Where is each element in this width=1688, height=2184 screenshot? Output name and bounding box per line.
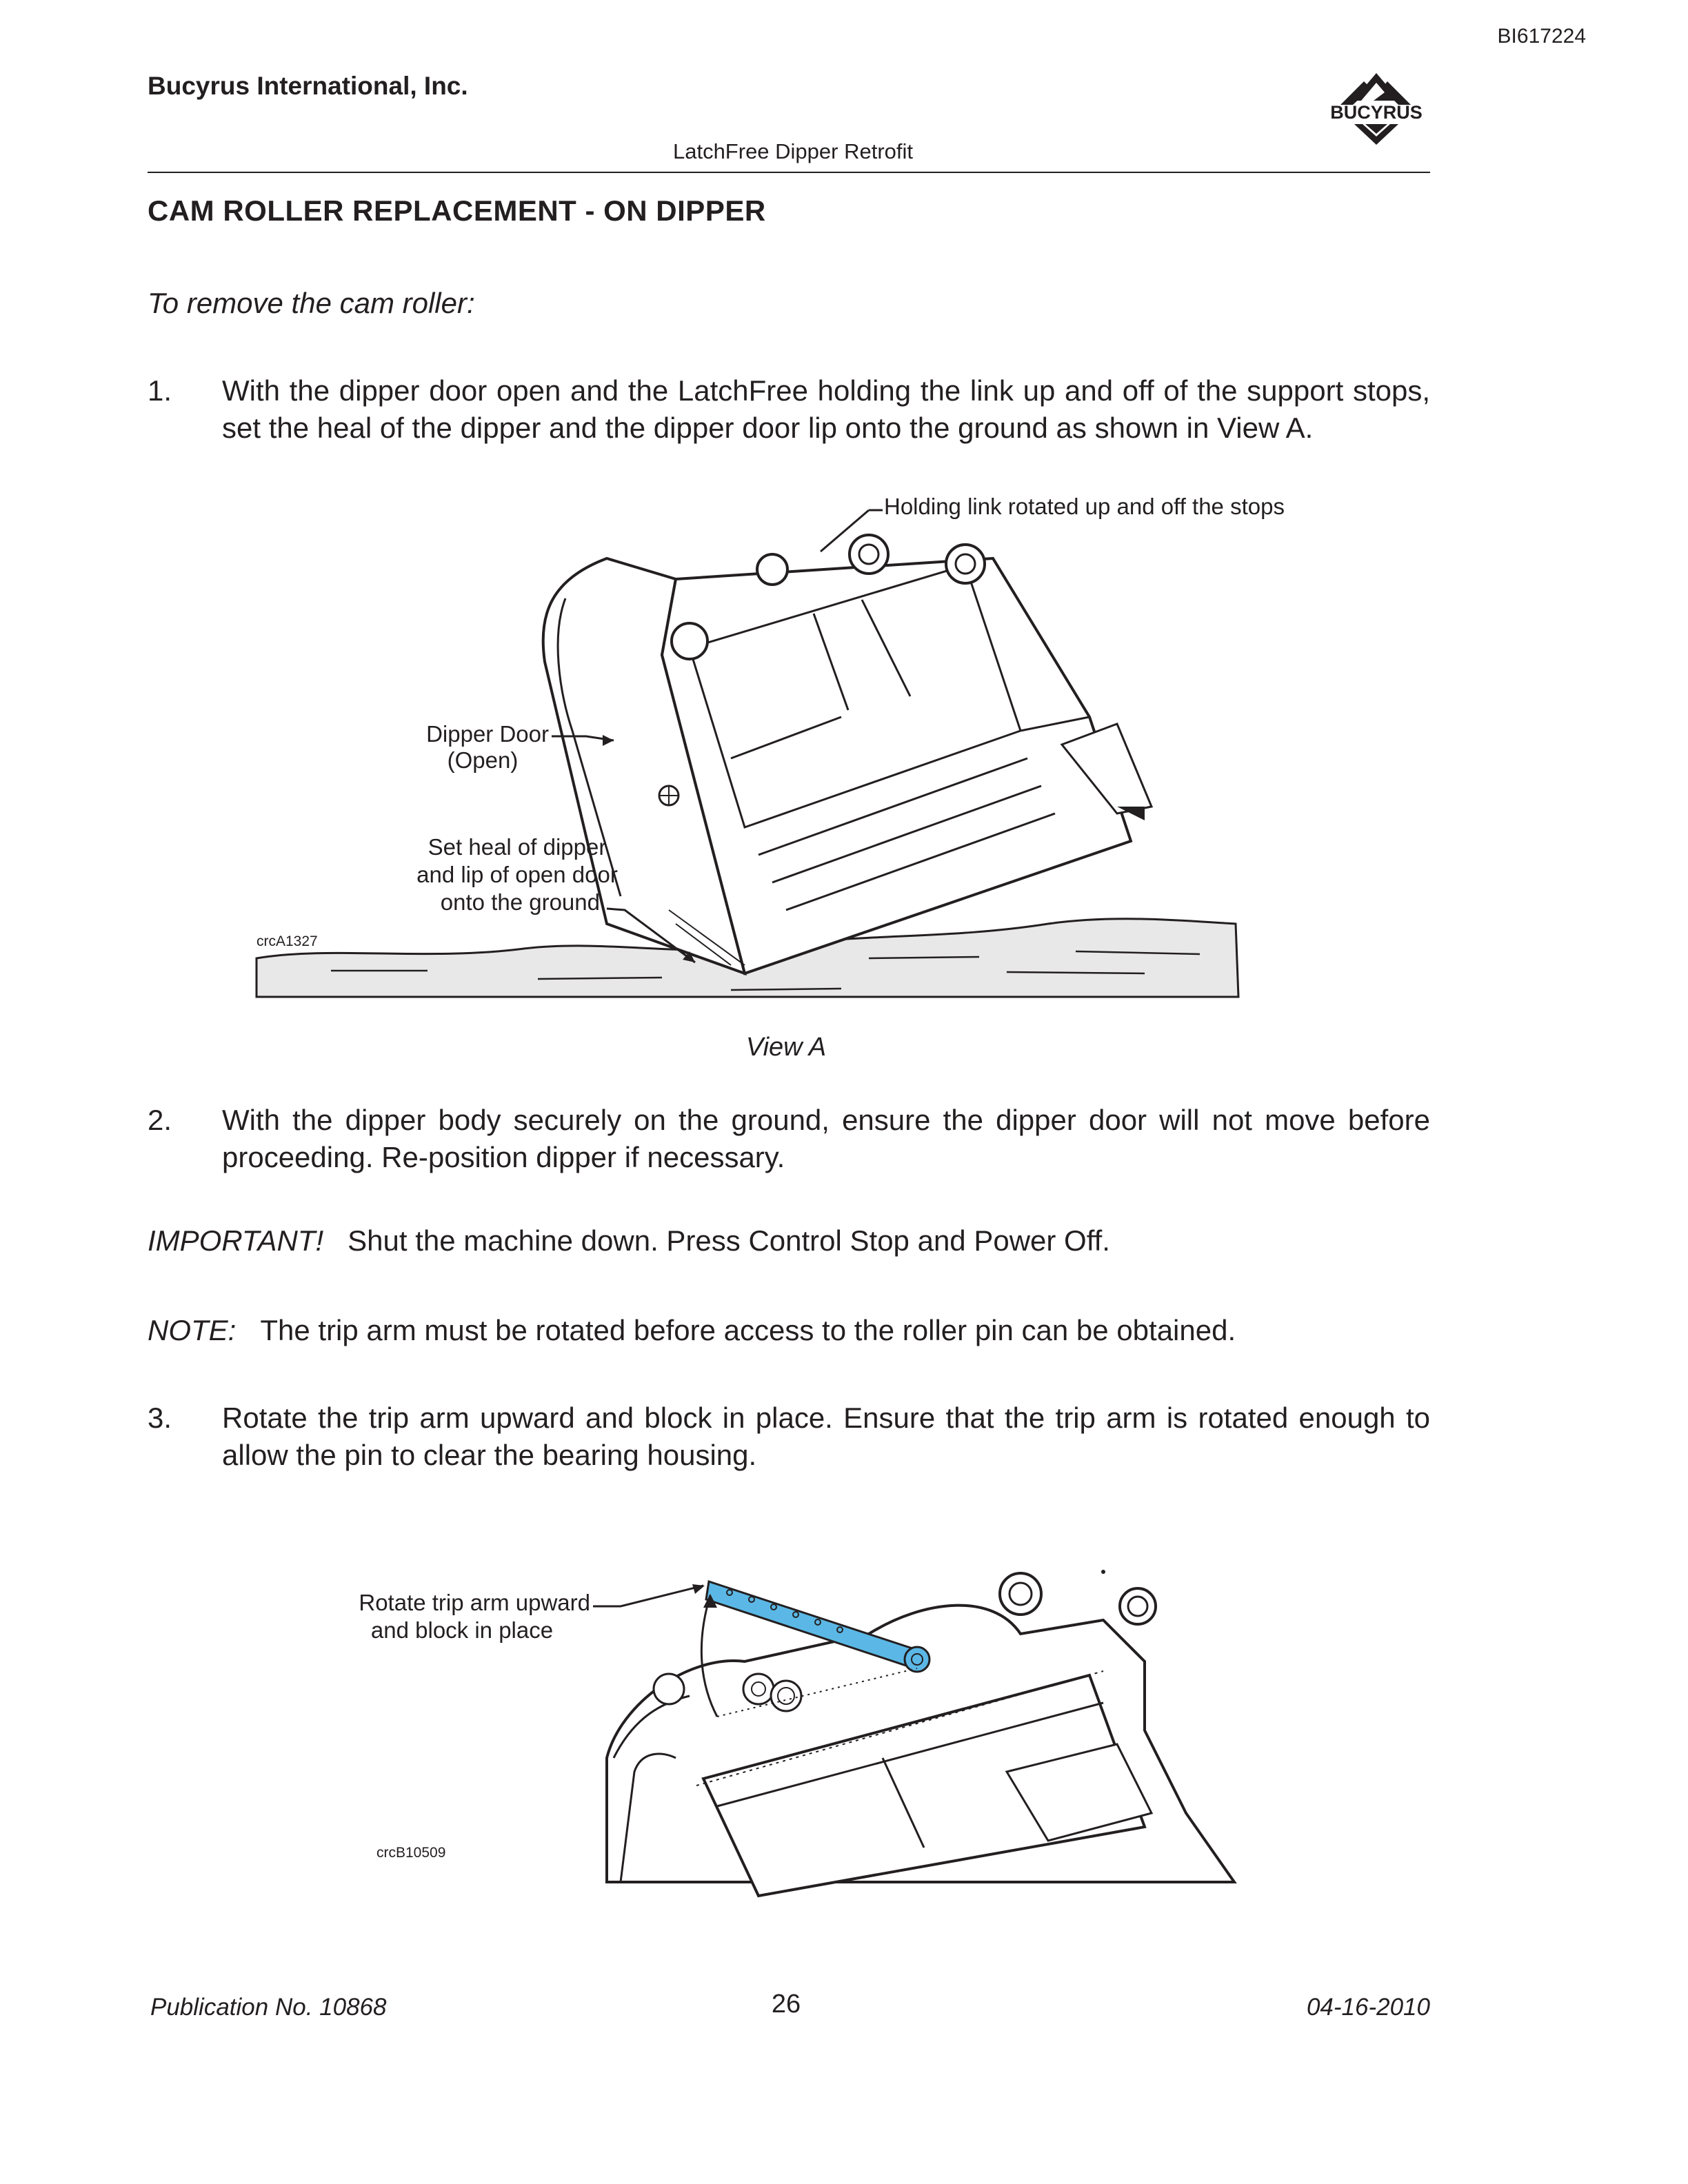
callout-dipper-door: Dipper Door — [426, 721, 549, 747]
note-label: NOTE: — [148, 1314, 237, 1346]
company-name: Bucyrus International, Inc. — [148, 72, 468, 100]
important-text: Shut the machine down. Press Control Stop and Power Off. — [348, 1224, 1110, 1257]
step-text: With the dipper body securely on the ground, ensure the dipper door will not move before proceeding. Re-position dipper if necessary. — [222, 1104, 1430, 1173]
step-text: With the dipper door open and the LatchFree holding the link up and off of the support stops, set the heal of the dipper and the dipper door lip onto the ground as shown in View A. — [222, 374, 1430, 444]
figure-a-reference: crcA1327 — [257, 933, 318, 949]
callout-holding-link: Holding link rotated up and off the stops — [884, 494, 1285, 519]
step-number: 2. — [148, 1104, 172, 1136]
step-number: 1. — [148, 374, 172, 407]
figure-trip-arm — [331, 1551, 1255, 1910]
callout-heal-line-2: and lip of open door — [416, 862, 618, 887]
header-subtitle: LatchFree Dipper Retrofit — [672, 139, 914, 163]
note-text: The trip arm must be rotated before access to the roller pin can be obtained. — [260, 1314, 1236, 1346]
figure-b-reference: crcB10509 — [376, 1845, 446, 1861]
callout-heal-line-3: onto the ground — [440, 889, 600, 915]
callout-dipper-door-state: (Open) — [447, 747, 519, 773]
step-3 — [148, 1399, 1430, 1475]
publication-date: 04-16-2010 — [1306, 1994, 1430, 2021]
section-title: CAM ROLLER REPLACEMENT - ON DIPPER — [148, 194, 766, 227]
callout-heal-line-1: Set heal of dipper — [428, 834, 607, 860]
logo-wordmark: BUCYRUS — [1330, 102, 1423, 123]
important-label: IMPORTANT! — [148, 1224, 324, 1257]
document-id: BI617224 — [1497, 25, 1586, 48]
page-number: 26 — [771, 1990, 801, 2019]
header-divider — [148, 172, 1430, 173]
step-2 — [148, 1102, 1430, 1177]
callout-trip-arm-line-1: Rotate trip arm upward — [359, 1590, 590, 1615]
step-text: Rotate the trip arm upward and block in place. Ensure that the trip arm is rotated enough to allow the pin to clear the bearing housing. — [222, 1402, 1430, 1471]
note — [148, 1314, 1236, 1347]
procedure-lead: To remove the cam roller: — [148, 287, 475, 319]
publication-number: Publication No. 10868 — [150, 1994, 387, 2021]
figure-a-caption: View A — [745, 1033, 827, 1062]
figure-view-a — [248, 483, 1352, 1020]
important-notice — [148, 1224, 1110, 1257]
step-number: 3. — [148, 1402, 172, 1434]
bucyrus-logo — [1316, 70, 1437, 148]
step-1 — [148, 372, 1430, 448]
callout-trip-arm-line-2: and block in place — [370, 1617, 554, 1643]
